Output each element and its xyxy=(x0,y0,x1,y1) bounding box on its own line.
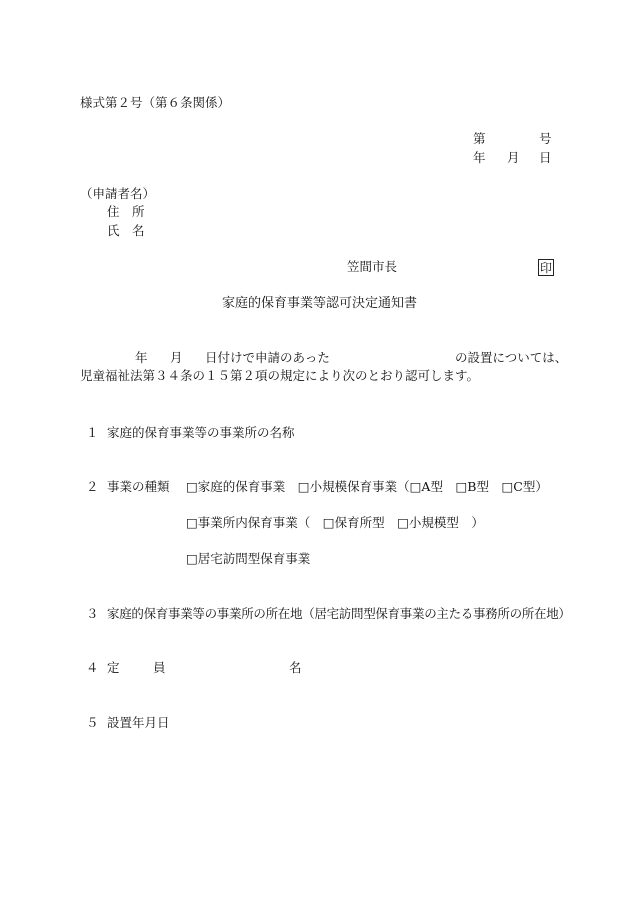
doc-number-prefix: 第 xyxy=(473,131,486,146)
item2-type-row3: □居宅訪問型保育事業 xyxy=(186,551,311,566)
seal-mark: 印 xyxy=(540,261,553,275)
item2-label: 事業の種類 xyxy=(107,479,170,494)
item5-label: 設置年月日 xyxy=(107,715,170,730)
item2-type-row2: □事業所内保育事業（ □保育所型 □小規模型 ） xyxy=(186,515,484,530)
applicant-address-label: 住 所 xyxy=(107,204,145,219)
body-line2: 児童福祉法第３４条の１５第２項の規定により次のとおり認可します。 xyxy=(80,368,480,383)
item5-number: ５ xyxy=(86,715,99,730)
date-month: 月 xyxy=(507,150,520,165)
item1-number: １ xyxy=(86,425,99,440)
form-number: 様式第２号（第６条関係） xyxy=(80,95,231,110)
item4-label-b: 員 xyxy=(153,660,166,675)
item4-unit: 名 xyxy=(289,660,302,675)
body-line1-end: の設置については、 xyxy=(455,350,568,365)
body-year: 年 xyxy=(135,350,148,365)
item4-number: ４ xyxy=(86,660,99,675)
body-line1-mid: 日付けで申請のあった xyxy=(205,350,330,365)
item1-label: 家庭的保育事業等の事業所の名称 xyxy=(107,425,295,440)
item2-type-row1: □家庭的保育事業 □小規模保育事業（□A型 □B型 □C型） xyxy=(186,479,548,494)
doc-number-suffix: 号 xyxy=(539,131,552,146)
item2-number: ２ xyxy=(86,479,99,494)
applicant-heading: （申請者名） xyxy=(80,186,156,201)
item3-label: 家庭的保育事業等の事業所の所在地（居宅訪問型保育事業の主たる事務所の所在地） xyxy=(107,606,571,621)
body-month: 月 xyxy=(170,350,183,365)
applicant-name-label: 氏 名 xyxy=(107,223,145,238)
date-day: 日 xyxy=(539,150,552,165)
document-title: 家庭的保育事業等認可決定通知書 xyxy=(222,296,418,311)
item4-label-a: 定 xyxy=(107,660,120,675)
item3-number: ３ xyxy=(86,606,99,621)
issuer-title: 笠間市長 xyxy=(347,259,398,274)
date-year: 年 xyxy=(473,150,486,165)
